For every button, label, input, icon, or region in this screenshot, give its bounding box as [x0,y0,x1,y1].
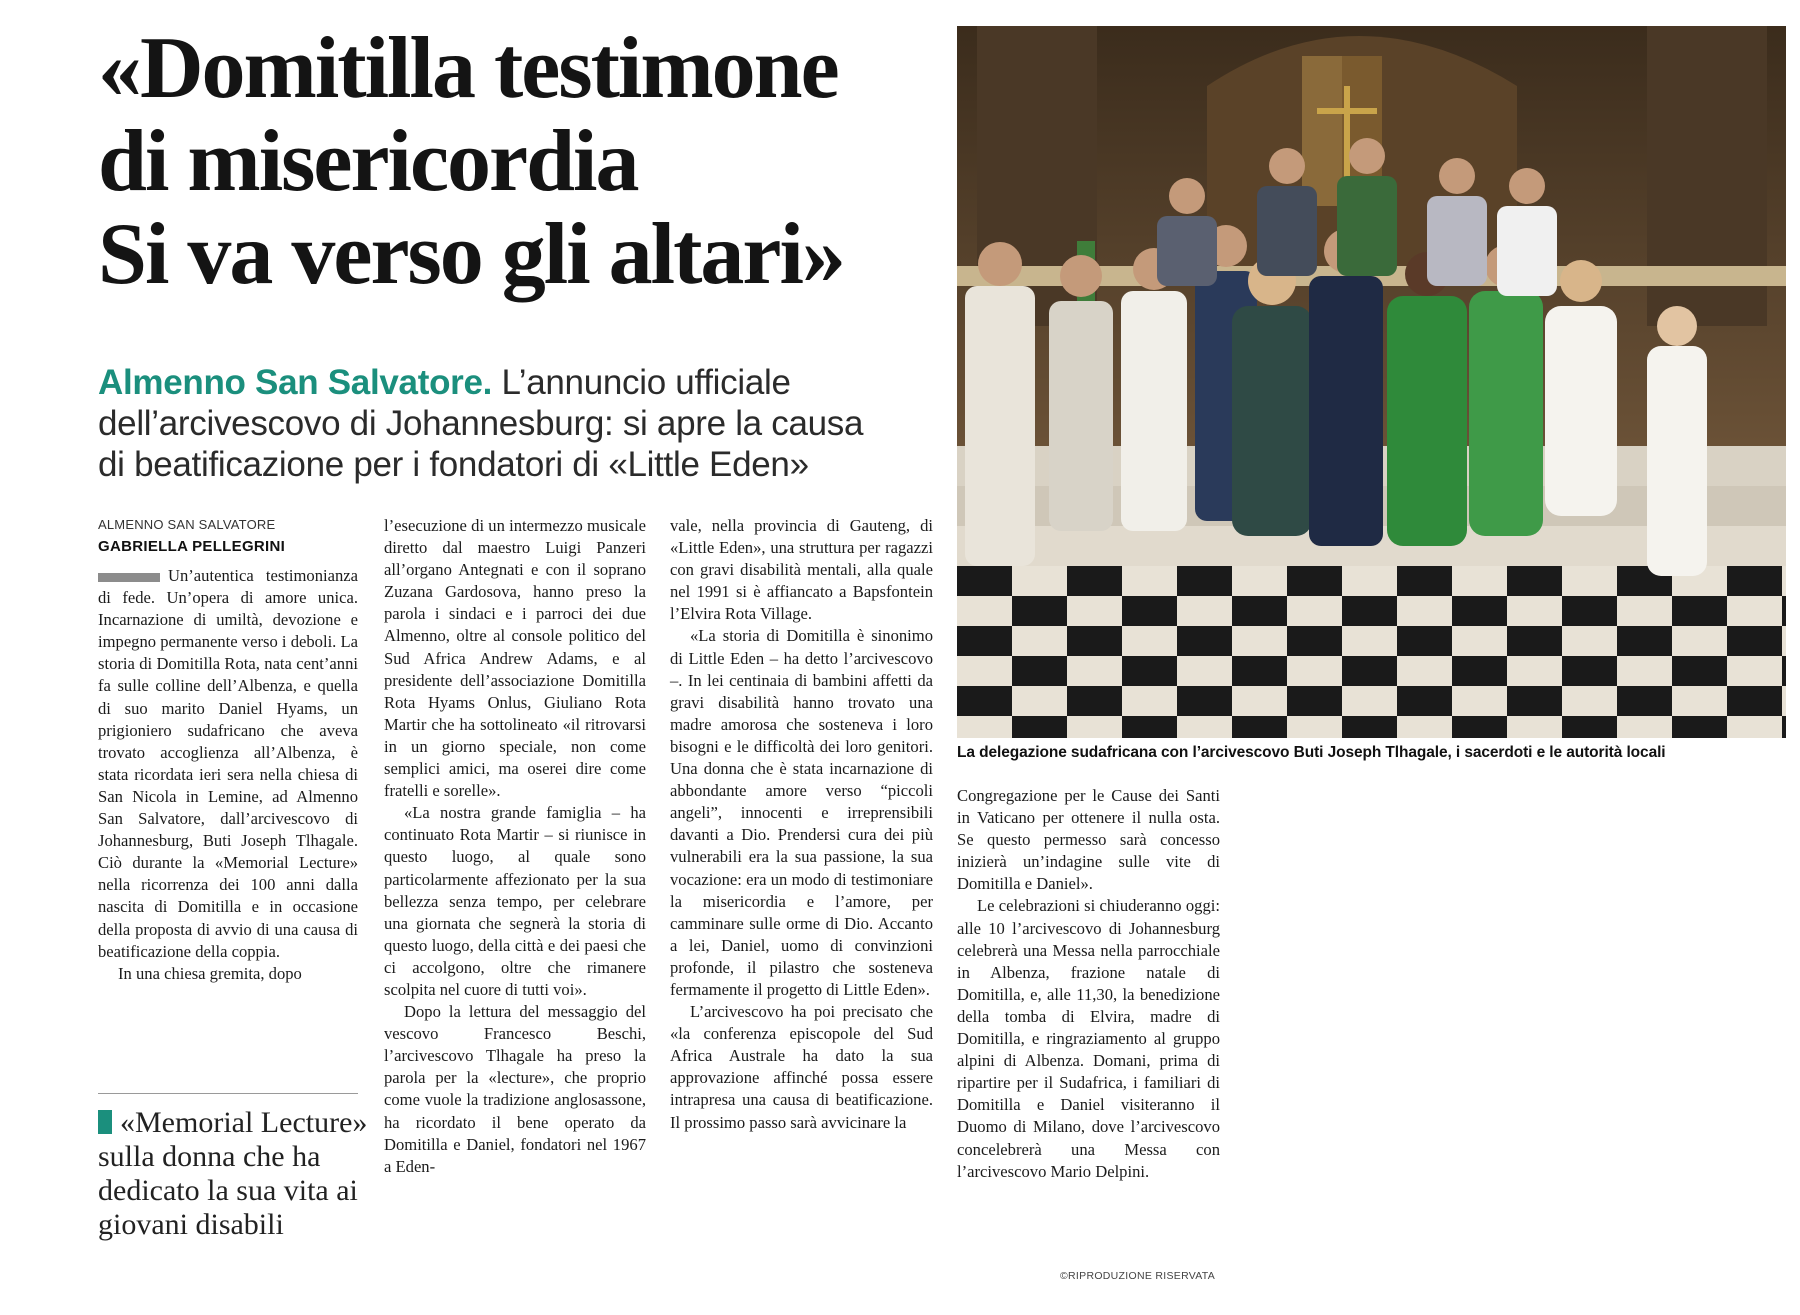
subheadline [98,362,948,485]
subhead-text: L’annuncio ufficiale [492,363,791,402]
paragraph: «La storia di Domitilla è sinonimo di Little Eden – ha detto l’arcivescovo –. In lei centinaia di bambini affetti da gravi disabilità hanno trovato una madre amorosa che sosteneva i loro bisogni e le difficoltà dei loro genitori. Una donna che è stata incarnazione di abbondante amore verso “piccoli angeli”, innocenti e irreprensibili davanti a Dio. Prendersi cura dei più vulnerabili era la sua passione, la sua vocazione: era un modo di testimoniare la misericordia e l’amore, per camminare sulle orme di Dio. Accanto a lei, Daniel, uomo di convinzioni profonde, il pilastro che sosteneva fermamente il progetto di Little Eden». [670,626,933,999]
paragraph: «La nostra grande famiglia – ha continuato Rota Martir – si riunisce in questo luogo, al quale sono particolarmente affezionato per la sua bellezza senza tempo, per celebrare una giornata che segnerà la storia di questo luogo, della città e dei paesi che ci accolgono, oltre che rimanere scolpita nel cuore di tutti voi». [384,803,646,999]
author-byline: GABRIELLA PELLEGRINI [98,538,286,555]
pullquote-divider [98,1093,358,1094]
subhead-line: dell’arcivescovo di Johannesburg: si apre la causa [98,404,864,443]
subhead-line [98,362,948,403]
paragraph: vale, nella provincia di Gauteng, di «Little Eden», una struttura per ragazzi con gravi disabilità mentali, alla quale nel 1991 si è affiancato a Bapsfontein l’Elvira Rota Village. [670,516,933,624]
paragraph [98,565,358,963]
paragraph: Congregazione per le Cause dei Santi in Vaticano per ottenere il nulla osta. Se questo permesso sarà concesso inizierà un’indagine sulle vite di Domitilla e Daniel». [957,786,1220,894]
dateline: ALMENNO SAN SALVATORE [98,517,276,532]
paragraph: L’arcivescovo ha poi precisato che «la conferenza episcopole del Sud Africa Australe ha dato la sua approvazione affinché possa essere intrapresa una causa di beatificazione. Il prossimo passo sarà avvicinare la [670,1002,933,1132]
article-column-1 [98,565,358,985]
article-column-2 [384,515,646,1178]
article-column-3 [670,515,933,1134]
paragraph: Dopo la lettura del messaggio del vescovo Francesco Beschi, l’arcivescovo Tlhagale ha preso la parola per la «lecture», che proprio come vuole la tradizione anglosassone, ha ricordato il bene operato da Domitilla e Daniel, fondatori nel 1967 a Eden- [384,1002,646,1176]
headline-line: Si va verso gli altari» [98,206,844,303]
lead-marker [98,573,160,582]
location-kicker: Almenno San Salvatore. [98,363,493,402]
headline-line: di misericordia [98,113,638,210]
copyright-notice: ©RIPRODUZIONE RISERVATA [1060,1270,1216,1282]
pullquote-marker [98,1110,112,1134]
subhead-line: di beatificazione per i fondatori di «Little Eden» [98,445,809,484]
group-photo [957,26,1786,738]
paragraph-text: Un’autentica testimonianza di fede. Un’opera di amore unica. Incarnazione di umiltà, devozione e impegno permanente verso i deboli. La storia di Domitilla Rota, nata cent’anni fa sulle colline dell’Albenza, e quella di suo marito Daniel Hyams, un prigioniero sudafricano che aveva trovato accoglienza all’Albenza, è stata ricordata ieri sera nella chiesa di San Nicola in Lemine, ad Almenno San Salvatore, dall’arcivescovo di Johannesburg, Buti Joseph Tlhagale. Ciò durante la «Memorial Lecture» nella ricorrenza dei 100 anni dalla nascita di Domitilla e in occasione della proposta di avvio di una causa di beatificazione della coppia. [98,566,358,961]
photo-illustration [957,26,1786,738]
article-column-4 [957,785,1220,1183]
headline-line: «Domitilla testimone [98,20,838,117]
headline [98,22,948,301]
paragraph: Le celebrazioni si chiuderanno oggi: alle 10 l’arcivescovo di Johannesburg celebrerà una Messa nella parrocchiale in Albenza, frazione natale di Domitilla, e, alle 11,30, la benedizione della tomba di Elvira, madre di Domitilla, e ringraziamento al gruppo alpini di Albenza. Domani, prima di ripartire per il Sudafrica, i familiari di Domitilla e Daniel visiteranno il Duomo di Milano, dove l’arcivescovo concelebrerà una Messa con l’arcivescovo Mario Delpini. [957,896,1220,1181]
pullquote [98,1106,368,1242]
paragraph: In una chiesa gremita, dopo [118,963,302,983]
pullquote-text: «Memorial Lecture» sulla donna che ha dedicato la sua vita ai giovani disabili [98,1106,368,1241]
paragraph: l’esecuzione di un intermezzo musicale diretto dal maestro Luigi Panzeri all’organo Antegnati e con il soprano Zuzana Gardosova, hanno preso la parola i sindaci e i parroci dei due Almenno, oltre al console politico del Sud Africa Andrew Adams, e al presidente dell’associazione Domitilla Rota Hyams Onlus, Giuliano Rota Martir che ha sottolineato «il ritrovarsi in un giorno speciale, non come semplici amici, ma oserei dire come fratelli e sorelle». [384,516,646,801]
photo-caption: La delegazione sudafricana con l’arcivescovo Buti Joseph Tlhagale, i sacerdoti e le autorità locali [957,744,1666,761]
